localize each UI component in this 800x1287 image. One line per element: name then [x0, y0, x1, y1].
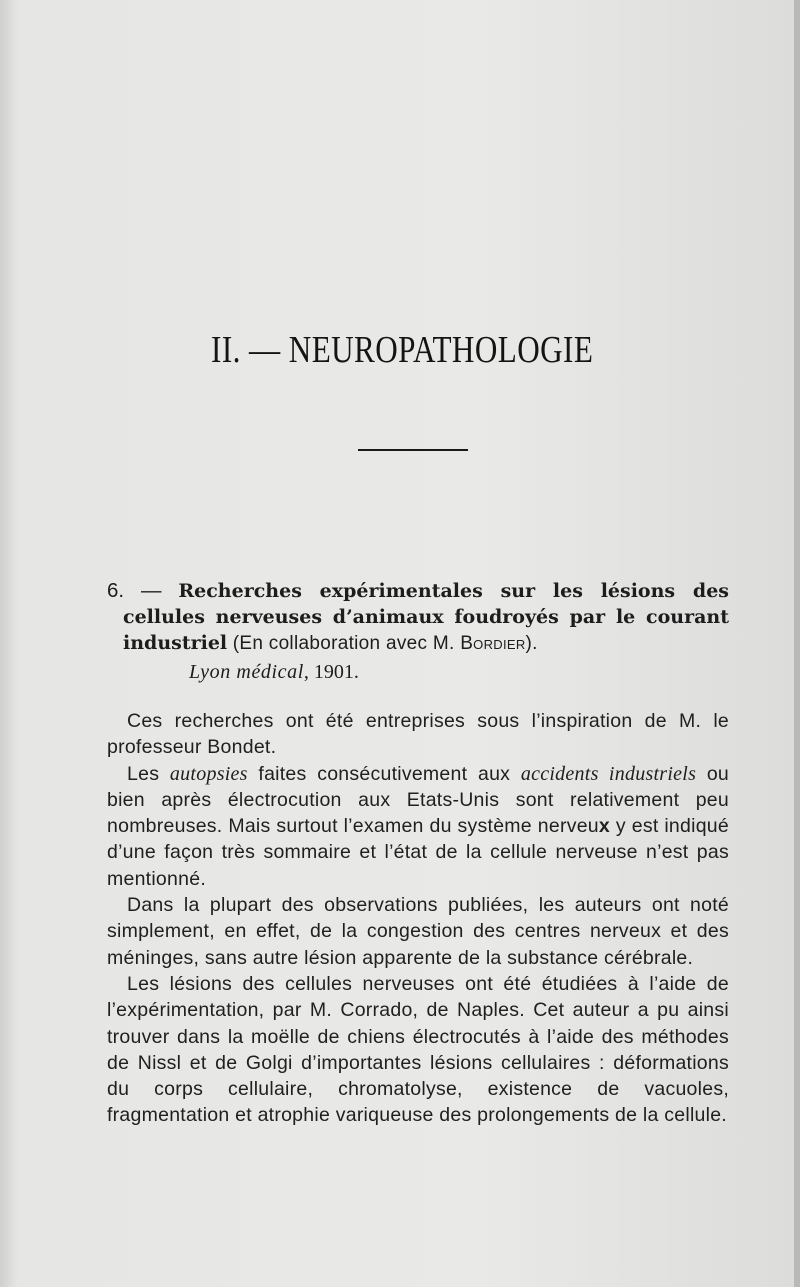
p2-text-d: y est indiqué d’une façon très sommaire et l’état de la cellule nerveuse n’est pas mentionné.	[107, 815, 729, 890]
page-edge	[794, 0, 800, 1287]
p2-bold-x: x	[598, 815, 610, 838]
entry-collab-prefix: (En collaboration avec M.	[227, 633, 461, 654]
bibliography-entry	[107, 578, 729, 685]
p2-text-c: ou bien après électrocution aux Etats-Unis sont relativement peu nombreuses. Mais surtout l’examen du système nerveu	[107, 762, 730, 838]
p2-text-b: faites consécutivement aux	[247, 762, 521, 785]
entry-number: 6. —	[107, 579, 179, 602]
paragraph-1: Ces recherches ont été entreprises sous l’inspiration de M. le professeur Bondet.	[107, 710, 729, 759]
body-text	[107, 708, 729, 1129]
p2-emphasis-autopsies: autopsies	[169, 762, 248, 785]
paragraph-4: Les lésions des cellules nerveuses ont été étudiées à l’aide de l’expérimentation, par M. Corrado, de Naples. Cet auteur a pu ainsi trouver dans la moëlle de chiens électrocutés à l’aide des méthodes de Nissl et de Golgi d’importantes lésions cellulaires : déformations du corps cellulaire, chromatolyse, existence de vacuoles, fragmentation et atrophie variqueuse des prolongements de la cellule.	[107, 972, 729, 1127]
entry-source	[189, 659, 729, 685]
paragraph-2	[107, 761, 729, 892]
paragraph-3: Dans la plupart des observations publiées, les auteurs ont noté simplement, en effet, de la congestion des centres nerveux et des méninges, sans autre lésion apparente de la substance cérébrale.	[107, 894, 729, 969]
entry-year: , 1901.	[303, 661, 359, 683]
entry-collab-suffix: ).	[525, 633, 538, 654]
entry-title: Recherches expérimentales sur les lésions des cellules nerveuses d’animaux foudroyés par le courant industriel	[123, 580, 729, 654]
title-rule	[358, 449, 468, 451]
entry-journal: Lyon médical	[189, 661, 304, 683]
chapter-title: II. — NEUROPATHOLOGIE	[211, 329, 594, 371]
entry-collab-name: Bordier	[460, 633, 526, 654]
p2-emphasis-accidents: accidents industriels	[520, 762, 697, 785]
entry-heading	[107, 578, 729, 657]
p2-text-a: Les	[127, 762, 170, 785]
